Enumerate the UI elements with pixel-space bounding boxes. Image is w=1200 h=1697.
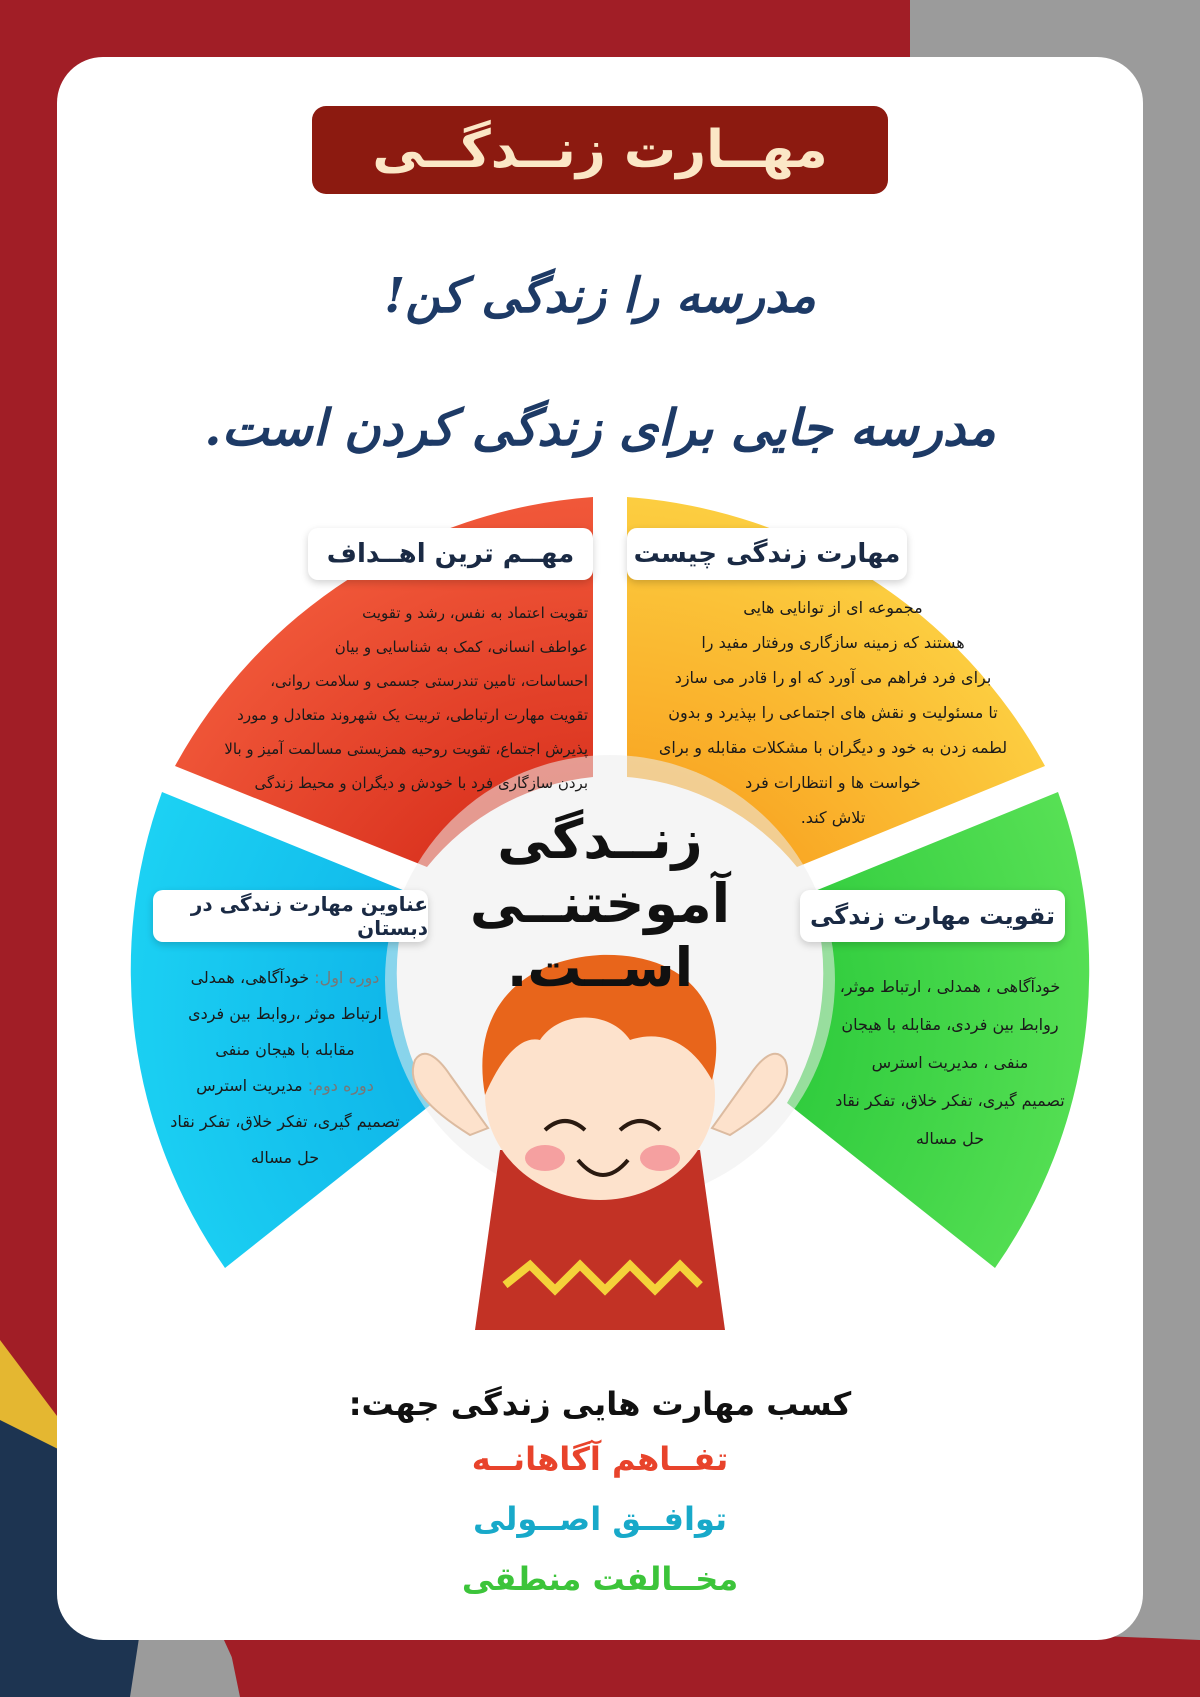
what-line: لطمه زدن به خود و دیگران با مشکلات مقابله و برای [658,738,1008,757]
bottom-title: کسب مهارت هایی زندگی جهت: [348,1385,852,1423]
page-title: مهــارت زنــدگــی [312,106,888,194]
strengthen-line: تصمیم گیری، تفکر خلاق، تفکر نقاد [835,1091,1065,1110]
what-title: مهارت زندگی چیست [627,528,907,580]
center-line: آموختنــی [469,872,731,935]
goals-line: احساسات، تامین تندرستی جسمی و سلامت روانی، [270,672,588,690]
period-label: دوره اول: [314,968,380,987]
goals-line: عواطف انسانی، کمک به شناسایی و بیان [334,638,588,656]
center-line: اســت. [506,936,694,999]
topics-line: حل مساله [250,1148,320,1167]
strengthen-line: حل مساله [915,1129,985,1148]
what-line: خواست ها و انتظارات فرد [745,773,921,792]
center-statement [430,808,770,1000]
topics-line: مقابله با هیجان منفی [215,1040,355,1059]
goals-title: مهــم ترین اهــداف [308,528,593,580]
what-line: هستند که زمینه سازگاری ورفتار مفید را [701,633,965,652]
bottom-item: توافــق اصــولی [472,1500,728,1538]
topics-text [150,960,420,1176]
bottom-item: تفــاهم آگاهانــه [471,1440,729,1478]
what-line: تا مسئولیت و نقش های اجتماعی را بپذیرد و بدون [668,703,998,722]
what-line: برای فرد فراهم می آورد که او را قادر می سازد [674,668,992,687]
goals-line: بردن سازگاری فرد با خودش و دیگران و محیط زندگی [254,774,588,792]
bottom-item: مخــالفت منطقی [461,1560,739,1598]
topics-line: ارتباط موثر ،روابط بین فردی [188,1004,382,1023]
strengthen-line: خودآگاهی ، همدلی ، ارتباط موثر، [839,977,1061,996]
slogan-line-2: مدرسه جایی برای زندگی کردن است. [204,398,996,457]
what-text [628,590,1038,835]
strengthen-title: تقویت مهارت زندگی [800,890,1065,942]
period-label: دوره دوم: [307,1076,374,1095]
strengthen-text [800,968,1100,1158]
what-line: مجموعه ای از توانایی هایی [743,598,923,617]
strengthen-line: منفی ، مدیریت استرس [871,1053,1029,1072]
topics-title: عناوین مهارت زندگی در دبستان [153,890,428,942]
what-line: تلاش کند. [800,808,866,827]
topics-line: تصمیم گیری، تفکر خلاق، تفکر نقاد [170,1112,400,1131]
topics-line: دوره دوم: مدیریت استرس [196,1076,374,1095]
goals-line: پذیرش اجتماع، تقویت روحیه همزیستی مسالمت آمیز و بالا [224,740,588,758]
goals-line: تقویت مهارت ارتباطی، تربیت یک شهروند متعادل و مورد [237,706,588,724]
topics-line: دوره اول: خودآگاهی، همدلی [190,968,380,987]
goals-line: تقویت اعتماد به نفس، رشد و تقویت [362,604,588,622]
goals-text [198,596,588,800]
center-line: زنــدگی [497,808,703,871]
slogan-line-1: مدرسه را زندگی کن! [384,268,816,324]
strengthen-line: روابط بین فردی، مقابله با هیجان [841,1015,1059,1034]
